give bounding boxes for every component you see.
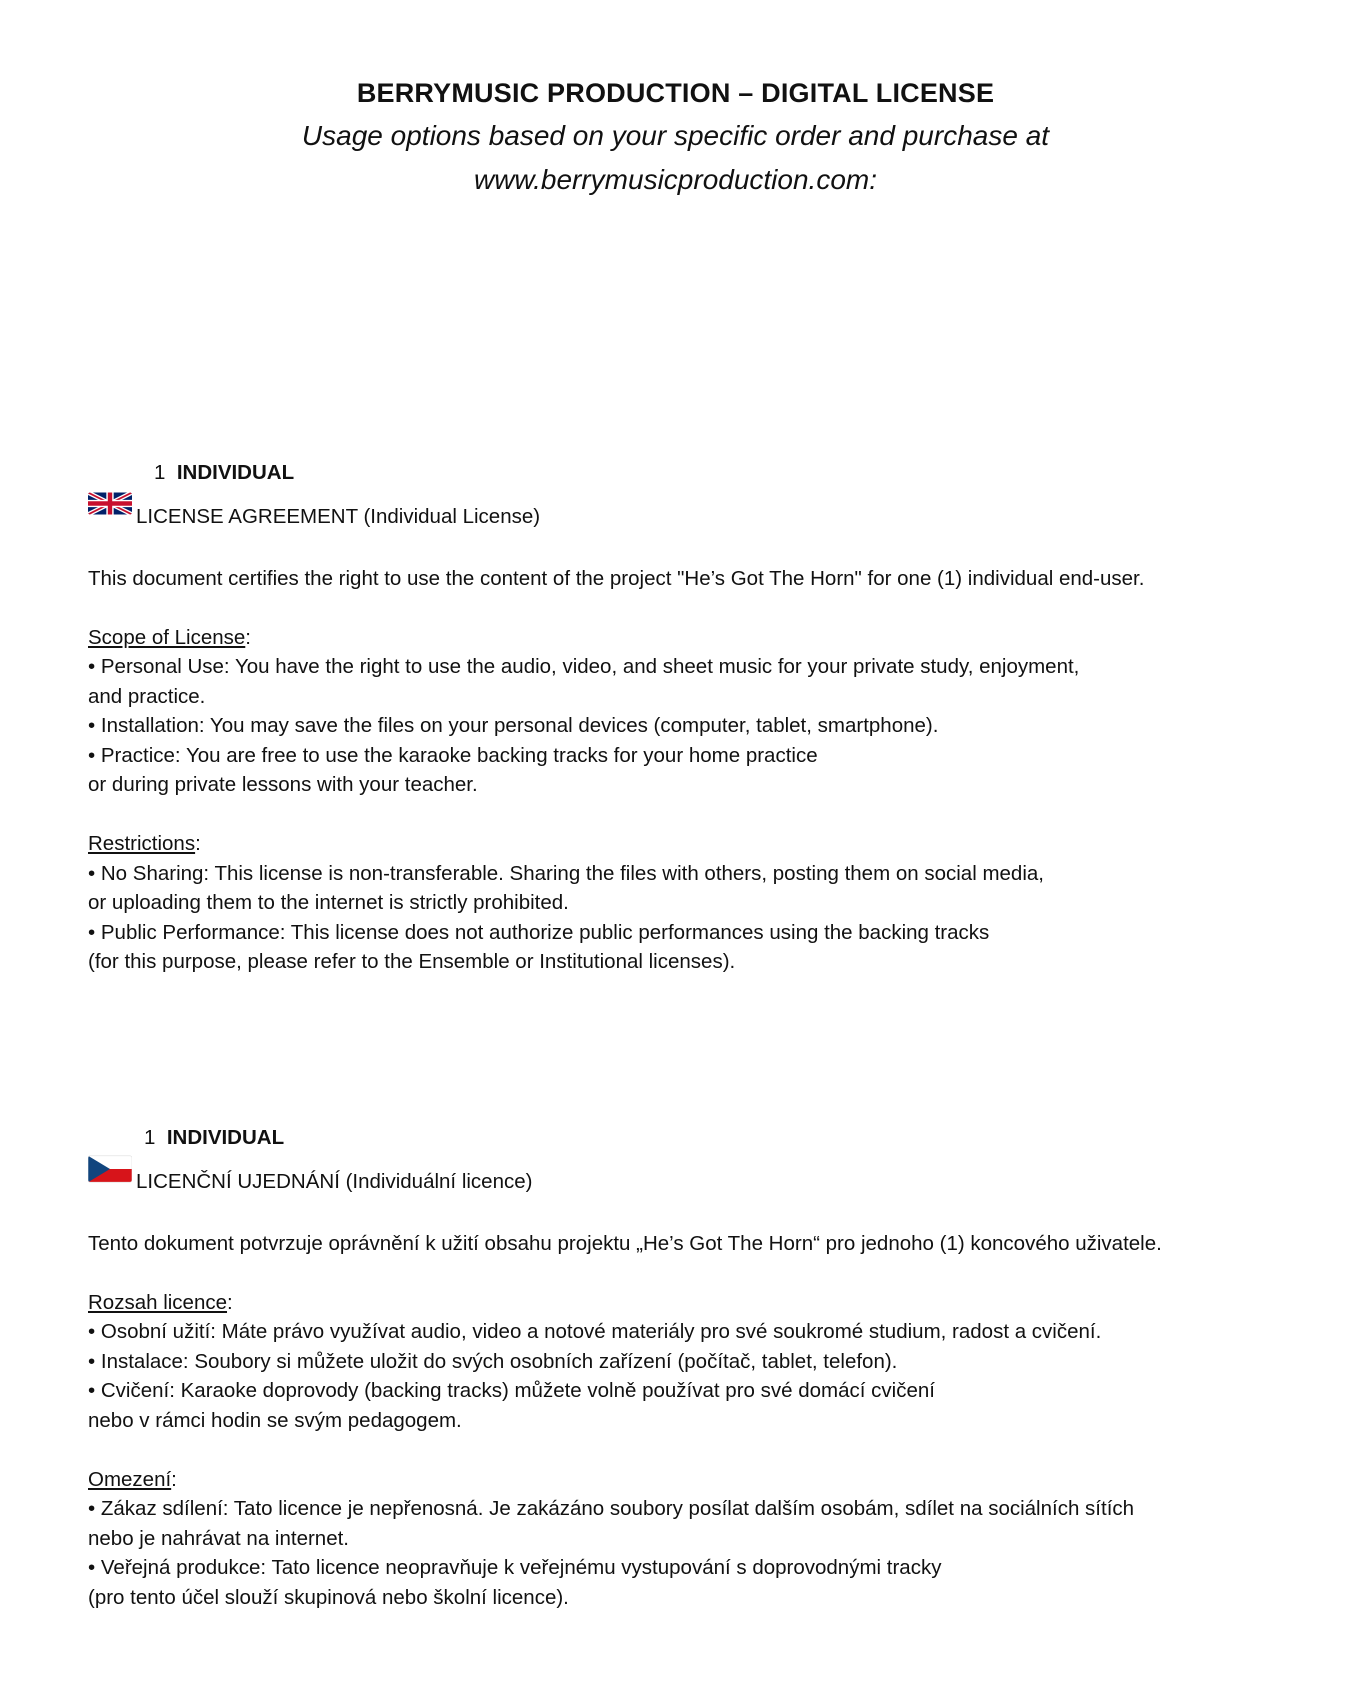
restriction-line: or uploading them to the internet is strictly prohibited. bbox=[88, 891, 569, 914]
restrictions-label: Omezení bbox=[88, 1467, 172, 1491]
document-title: BERRYMUSIC PRODUCTION – DIGITAL LICENSE bbox=[356, 78, 995, 108]
intro-text: This document certifies the right to use the content of the project "He’s Got The Horn" for one (1) individual end-user. bbox=[88, 566, 1145, 590]
document-subtitle-line-1: Usage options based on your specific order and purchase at bbox=[301, 120, 1050, 151]
document-header bbox=[0, 72, 1351, 202]
scope-line: or during private lessons with your teacher. bbox=[88, 773, 478, 796]
restriction-line: • No Sharing: This license is non-transferable. Sharing the files with others, posting them on social media, bbox=[88, 861, 1044, 885]
restriction-line: (for this purpose, please refer to the Ensemble or Institutional licenses). bbox=[88, 950, 736, 973]
section-heading-text: INDIVIDUAL bbox=[166, 1126, 285, 1149]
scope-line: • Practice: You are free to use the karaoke backing tracks for your home practice bbox=[88, 743, 818, 767]
section-number: 1 bbox=[144, 1126, 156, 1149]
scope-label: Scope of License bbox=[88, 625, 246, 649]
restriction-line: • Zákaz sdílení: Tato licence je nepřenosná. Je zakázáno soubory posílat dalším osobám, sdílet na sociálních sítích bbox=[88, 1497, 1135, 1520]
restrictions-heading: Restrictions: bbox=[88, 832, 201, 855]
scope-line: and practice. bbox=[88, 684, 206, 708]
restriction-line: • Public Performance: This license does not authorize public performances using the backing tracks bbox=[88, 920, 990, 944]
section-number: 1 bbox=[154, 461, 166, 484]
intro-text: Tento dokument potvrzuje oprávnění k užití obsahu projektu „He’s Got The Horn“ pro jednoho (1) koncového uživatele. bbox=[88, 1231, 1162, 1255]
uk-flag-icon bbox=[88, 490, 132, 517]
scope-label: Rozsah licence bbox=[88, 1290, 228, 1314]
agreement-title-row bbox=[88, 490, 1288, 534]
agreement-title-row bbox=[88, 1155, 1288, 1199]
scope-line: • Installation: You may save the files on your personal devices (computer, tablet, smartphone). bbox=[88, 714, 939, 737]
section-heading bbox=[88, 1123, 1288, 1155]
scope-line: • Personal Use: You have the right to use the audio, video, and sheet music for your private study, enjoyment, bbox=[88, 655, 1080, 678]
restriction-line: nebo je nahrávat na internet. bbox=[88, 1526, 349, 1550]
scope-line: • Osobní užití: Máte právo využívat audio, video a notové materiály pro své soukromé studium, radost a cvičení. bbox=[88, 1320, 1102, 1343]
scope-line: • Instalace: Soubory si můžete uložit do svých osobních zařízení (počítač, tablet, telefon). bbox=[88, 1349, 898, 1373]
agreement-title: LICENČNÍ UJEDNÁNÍ (Individuální licence) bbox=[136, 1170, 533, 1193]
scope-line: nebo v rámci hodin se svým pedagogem. bbox=[88, 1408, 462, 1432]
restriction-line: • Veřejná produkce: Tato licence neopravňuje k veřejnému vystupování s doprovodnými tracky bbox=[88, 1556, 942, 1579]
czech-flag-icon bbox=[88, 1151, 132, 1187]
scope-line: • Cvičení: Karaoke doprovody (backing tracks) můžete volně používat pro své domácí cvičení bbox=[88, 1379, 935, 1402]
scope-heading: Scope of License: bbox=[88, 625, 251, 649]
restriction-line: (pro tento účel slouží skupinová nebo školní licence). bbox=[88, 1585, 569, 1609]
section-czech bbox=[88, 1123, 1288, 1612]
section-heading-text: INDIVIDUAL bbox=[176, 461, 295, 484]
section-english bbox=[88, 458, 1288, 977]
restrictions-heading: Omezení: bbox=[88, 1467, 177, 1491]
agreement-title: LICENSE AGREEMENT (Individual License) bbox=[136, 505, 541, 528]
section-heading bbox=[88, 458, 1288, 490]
document-subtitle-line-2: www.berrymusicproduction.com: bbox=[473, 164, 878, 195]
scope-heading: Rozsah licence: bbox=[88, 1290, 233, 1314]
restrictions-label: Restrictions bbox=[88, 832, 196, 855]
